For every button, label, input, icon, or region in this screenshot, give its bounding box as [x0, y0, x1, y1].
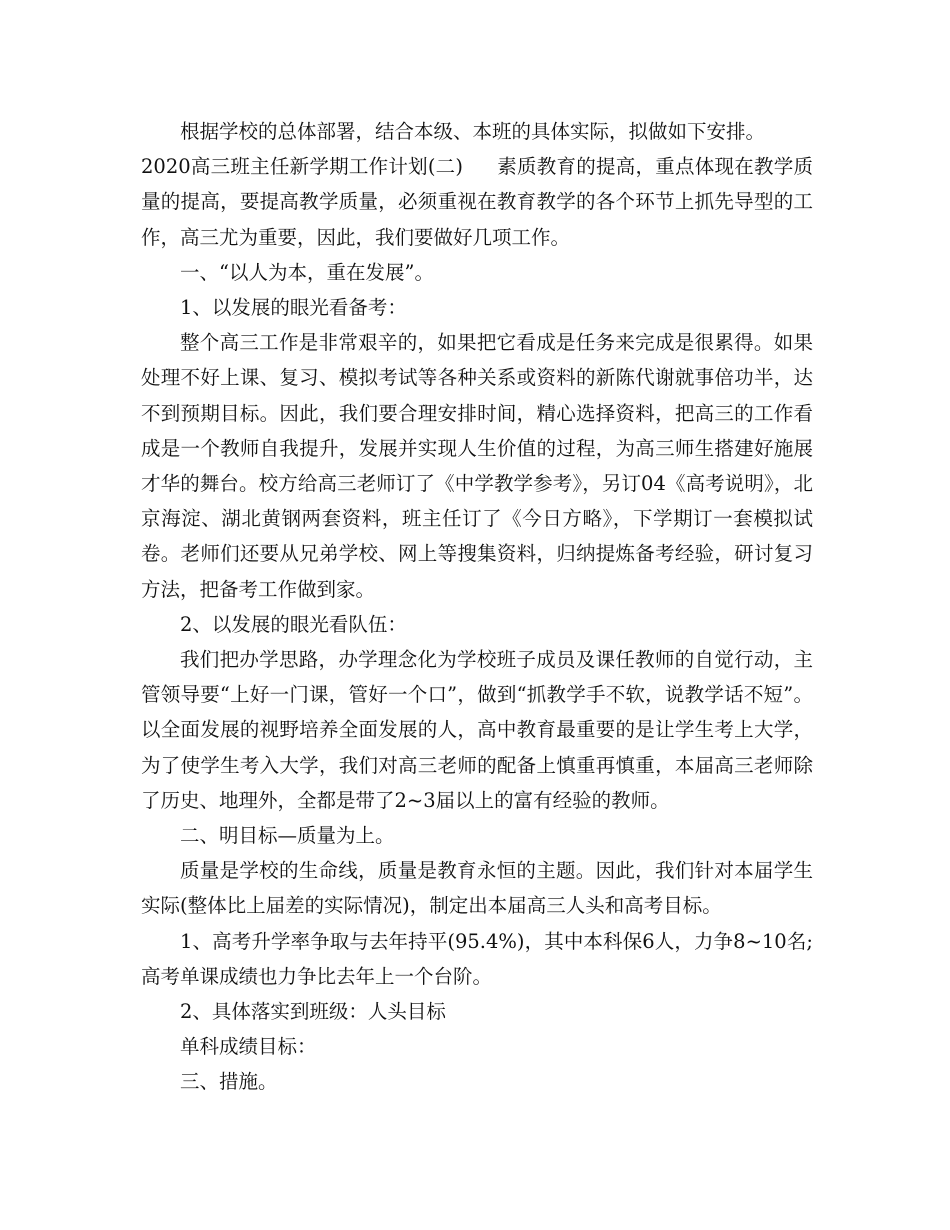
paragraph-quality-goal: 质量是学校的生命线，质量是教育永恒的主题。因此，我们针对本届学生实际(整体比上届差的实际情况)，制定出本届高三人头和高考目标。: [141, 859, 813, 918]
document-title: 2020高三班主任新学期工作计划(二): [141, 155, 464, 179]
paragraph-title-line: [141, 149, 813, 255]
paragraph-team: 我们把办学思路，办学理念化为学校班子成员及课任教师的自觉行动，主管领导要“上好一门课，管好一个口”，做到“抓教学手不软，说教学话不短”。以全面发展的视野培养全面发展的人，高中教育最重要的是让学生考上大学，为了使学生考入大学，我们对高三老师的配备上慎重再慎重，本届高三老师除了历史、地理外，全都是带了2~3届以上的富有经验的教师。: [141, 648, 813, 812]
paragraph-preparation: 整个高三工作是非常艰辛的，如果把它看成是任务来完成是很累得。如果处理不好上课、复习、模拟考试等各种关系或资料的新陈代谢就事倍功半，达不到预期目标。因此，我们要合理安排时间，精心选择资料，把高三的工作看成是一个教师自我提升，发展并实现人生价值的过程，为高三师生搭建好施展才华的舞台。校方给高三老师订了《中学教学参考》，另订04《高考说明》，北京海淀、湖北黄钢两套资料，班主任订了《今日方略》，下学期订一套模拟试卷。老师们还要从兄弟学校、网上等搜集资料，归纳提炼备考经验，研讨复习方法，把备考工作做到家。: [141, 331, 813, 601]
paragraph-intro: 根据学校的总体部署，结合本级、本班的具体实际，拟做如下安排。: [180, 120, 766, 143]
section-heading-2: 二、明目标—质量为上。: [180, 824, 395, 848]
document-body: [141, 114, 813, 1100]
section-heading-1: 一、“以人为本，重在发展”。: [180, 260, 434, 284]
section-heading-3: 三、措施。: [180, 1070, 278, 1094]
subheading-1-2: 2、以发展的眼光看队伍：: [180, 612, 407, 636]
paragraph-quality: 素质教育的提高，重点体现在教学质量的提高，要提高教学质量，必须重视在教育教学的各个环节上抓先导型的工作，高三尤为重要，因此，我们要做好几项工作。: [141, 155, 813, 249]
goal-item-2: 2、具体落实到班级：人头目标: [180, 1000, 446, 1024]
goal-item-1: 1、高考升学率争取与去年持平(95.4%)，其中本科保6人，力争8~10名;高考单课成绩也力争比去年上一个台阶。: [141, 929, 813, 988]
subheading-1-1: 1、以发展的眼光看备考：: [180, 296, 407, 320]
goal-single-subject: 单科成绩目标：: [180, 1035, 317, 1059]
